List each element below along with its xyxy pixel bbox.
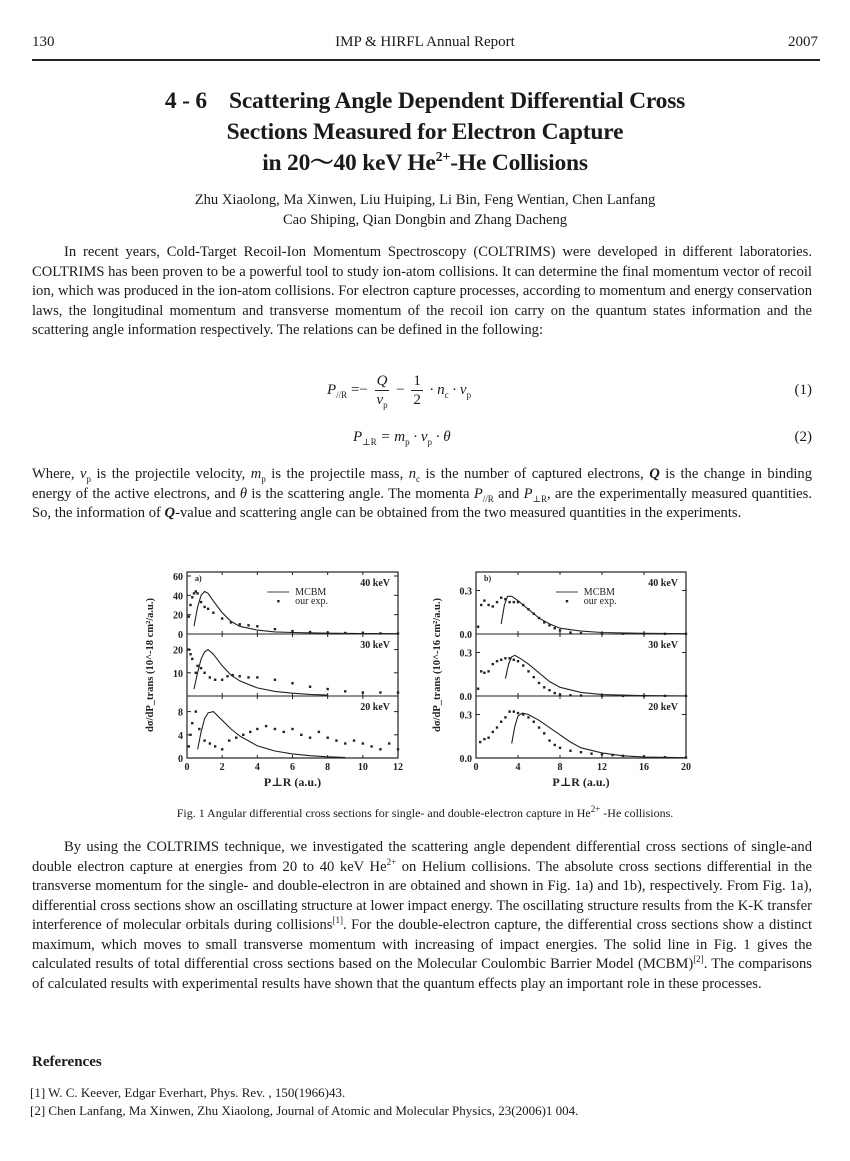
eq1-denominator: $v_p$: [376, 392, 388, 410]
exp-data-point: [353, 739, 355, 741]
exp-data-point: [235, 737, 237, 739]
exp-data-point: [522, 664, 524, 666]
y-tick-label: 0.3: [459, 586, 472, 598]
legend-point-swatch: [277, 600, 279, 602]
exp-data-point: [508, 657, 510, 659]
intro-paragraph: [32, 243, 812, 341]
eq2-lhs-sub: ⊥R: [362, 437, 377, 447]
x-tick-label: 12: [393, 762, 403, 773]
panel-energy-label: 30 keV: [648, 640, 678, 651]
eq1-half-den: 2: [413, 392, 421, 408]
title-superscript: 2+: [435, 150, 451, 166]
exp-data-point: [242, 734, 244, 736]
equation-2: [32, 429, 812, 451]
references-heading: References: [32, 1054, 102, 1070]
body-text: By using the COLTRIMS technique, we investigated the scattering angle dependent differential cross sections of single-and double electron capture at energies from 20 to 40 keV $He^{2+}$ on Helium collisions. The absolute cross sections differential in the transverse momentum for the single- and double-electron in are obtained and shown in Fig. 1a) and 1b), respectively. From Fig. 1a), differential cross sections show an oscillating structure at lower impact energy. The oscillating structure results from the K-K transfer interference of molecular orbitals during collisions[1]. For the double-electron capture, the differential cross sections show a distinct maximum, which moves to small transverse momentum with increasing of impact energies. The solid line in Fig. 1 gives the calculated results of total differential cross sections based on the Molecular Coulombic Barrier Model (MCBM)[2]. The comparisons of calculated results with experimental results have shown that the quantum effects play an important role in these processes.: [32, 839, 813, 992]
exp-data-point: [504, 716, 506, 718]
exp-data-point: [256, 625, 258, 627]
exp-data-point: [590, 752, 592, 754]
legend-label: our exp.: [295, 596, 328, 607]
x-tick-label: 4: [515, 762, 521, 773]
exp-data-point: [283, 731, 285, 733]
exp-data-point: [212, 612, 214, 614]
exp-data-point: [527, 608, 529, 610]
exp-data-point: [291, 682, 293, 684]
eq1-vp2: · v: [448, 381, 467, 398]
exp-data-point: [664, 756, 666, 758]
exp-data-point: [483, 599, 485, 601]
y-axis-label: dσ/dP_trans (10^-18 cm²/a.u.): [145, 598, 156, 732]
exp-data-point: [496, 660, 498, 662]
exp-data-point: [189, 653, 191, 655]
eq2-vp-sub: p: [427, 437, 433, 447]
legend-label: MCBM: [583, 587, 615, 598]
exp-data-point: [397, 748, 399, 750]
eq1-numerator: Q: [376, 373, 388, 389]
exp-data-point: [480, 670, 482, 672]
mcbm-curve: [194, 650, 328, 696]
intro-text: In recent years, Cold-Target Recoil-Ion Momentum Spectroscopy (COLTRIMS) were developed in different laboratories. COLTRIMS has been proven to be a powerful tool to study ion-atom collisions. It can determine the final momentum vector of recoil ion, which was produced in the ion-atom collisions. For electron capture processes, according to momentum and energy conservation laws, the longitudinal momentum and transverse momentum of the recoil ion carry on the quantum states information and the scattering angle information respectively. The relations can be defined in the following:: [32, 244, 812, 338]
exp-data-point: [397, 691, 399, 693]
exp-data-point: [611, 754, 613, 756]
exp-data-point: [500, 659, 502, 661]
exp-data-point: [543, 732, 545, 734]
exp-data-point: [291, 630, 293, 632]
exp-data-point: [195, 710, 197, 712]
y-tick-label: 0: [178, 754, 183, 765]
exp-data-point: [622, 755, 624, 757]
exp-data-point: [326, 737, 328, 739]
exp-data-point: [326, 631, 328, 633]
exp-data-point: [191, 722, 193, 724]
panel-energy-label: 20 keV: [648, 702, 678, 713]
x-tick-label: 12: [597, 762, 607, 773]
exp-data-point: [209, 676, 211, 678]
exp-data-point: [513, 601, 515, 603]
exp-data-point: [479, 741, 481, 743]
eq1-vp: v: [376, 392, 384, 408]
eq1-nc: · n: [429, 381, 445, 398]
title-line-3: in 20～40 keV He: [262, 150, 436, 176]
exp-data-point: [580, 751, 582, 753]
exp-data-point: [209, 742, 211, 744]
exp-data-point: [538, 682, 540, 684]
exp-data-point: [533, 721, 535, 723]
eq1-lhs-sub: //R: [336, 389, 348, 400]
exp-data-point: [569, 631, 571, 633]
exp-data-point: [388, 742, 390, 744]
authors-line-1: Zhu Xiaolong, Ma Xinwen, Liu Huiping, Li Bin, Feng Wentian, Chen Lanfang: [194, 192, 656, 208]
eq2-vp: · v: [409, 429, 428, 445]
exp-data-point: [207, 608, 209, 610]
eq1-lhs: P: [327, 381, 337, 398]
eq1-minus: −: [396, 381, 405, 398]
exp-data-point: [362, 691, 364, 693]
exp-data-point: [247, 624, 249, 626]
title-line-2: Sections Measured for Electron Capture: [226, 119, 624, 145]
exp-data-point: [256, 728, 258, 730]
exp-data-point: [200, 667, 202, 669]
chart-b: [432, 572, 691, 789]
reference-item: [1] W. C. Keever, Edgar Everhart, Phys. Rev. , 150(1966)43.: [30, 1085, 346, 1100]
exp-data-point: [203, 739, 205, 741]
panel-energy-label: 30 keV: [360, 640, 390, 651]
exp-data-point: [543, 686, 545, 688]
exp-data-point: [370, 745, 372, 747]
x-tick-label: 2: [219, 762, 225, 773]
exp-data-point: [517, 660, 519, 662]
exp-data-point: [195, 672, 197, 674]
exp-data-point: [191, 596, 193, 598]
exp-data-point: [379, 691, 381, 693]
exp-data-point: [214, 679, 216, 681]
exp-data-point: [538, 617, 540, 619]
citation-2[interactable]: [2]: [693, 954, 704, 965]
exp-data-point: [221, 748, 223, 750]
title-tail: -He Collisions: [450, 150, 588, 176]
y-tick-label: 60: [173, 572, 183, 583]
exp-data-point: [508, 601, 510, 603]
y-tick-label: 0.3: [459, 710, 472, 722]
exp-data-point: [492, 731, 494, 733]
exp-data-point: [517, 601, 519, 603]
eq2-lhs: P: [353, 429, 363, 445]
exp-data-point: [247, 676, 249, 678]
body-paragraph: [32, 838, 812, 994]
caption-tail: -He collisions.: [600, 806, 674, 820]
chart-title: a): [195, 574, 202, 583]
x-tick-label: 10: [357, 762, 368, 773]
exp-data-point: [543, 621, 545, 623]
exp-data-point: [188, 648, 190, 650]
title-line-1: Scattering Angle Dependent Differential Cross: [228, 88, 686, 114]
x-tick-label: 6: [290, 762, 295, 773]
exp-data-point: [492, 605, 494, 607]
eq1-fraction-half: [411, 372, 423, 409]
eq1-equals: =−: [350, 381, 368, 398]
reference-item: [2] Chen Lanfang, Ma Xinwen, Zhu Xiaolong, Journal of Atomic and Molecular Physics, 23(2006)1 004.: [30, 1103, 579, 1118]
exp-data-point: [300, 734, 302, 736]
exp-data-point: [191, 658, 193, 660]
article-title: [0, 86, 850, 179]
eq1-number: (1): [794, 382, 812, 398]
header-rule: [32, 59, 820, 61]
y-tick-label: 40: [173, 591, 183, 603]
page-number: 130: [32, 34, 55, 50]
citation-1[interactable]: [1]: [332, 915, 343, 926]
eq2-mp: = m: [380, 429, 406, 445]
exp-data-point: [232, 674, 234, 676]
mcbm-curve: [505, 655, 686, 696]
exp-data-point: [569, 750, 571, 752]
exp-data-point: [496, 601, 498, 603]
exp-data-point: [548, 689, 550, 691]
exp-data-point: [487, 670, 489, 672]
exp-data-point: [527, 670, 529, 672]
exp-data-point: [522, 713, 524, 715]
exp-data-point: [487, 604, 489, 606]
exp-data-point: [379, 748, 381, 750]
exp-data-point: [221, 679, 223, 681]
exp-data-point: [228, 739, 230, 741]
equation-1: [32, 372, 812, 412]
exp-data-point: [214, 745, 216, 747]
exp-data-point: [513, 659, 515, 661]
x-tick-label: 16: [639, 762, 649, 773]
exp-data-point: [200, 601, 202, 603]
where-text: Where, $v_p$ is the projectile velocity, $m_p$ is the projectile mass, $n_c$ is the number of captured electrons, Q is the change in binding energy of the active electrons, and θ is the scattering angle. The momenta $P_{//R}$ and $P_{\perp R}$, are the experimentally measured quantities. So, the information of Q-value and scattering angle can be obtained from the two measured quantities in the experiments.: [32, 466, 813, 521]
exp-data-point: [198, 728, 200, 730]
x-tick-label: 0: [184, 762, 190, 773]
chart-title: b): [484, 574, 492, 583]
running-header: [32, 34, 818, 56]
x-tick-label: 8: [325, 762, 331, 773]
exp-data-point: [274, 628, 276, 630]
exp-data-point: [601, 753, 603, 755]
exp-data-point: [554, 627, 556, 629]
year: 2007: [788, 34, 818, 50]
y-tick-label: 0.3: [459, 648, 472, 660]
exp-data-point: [326, 688, 328, 690]
legend-point-swatch: [566, 600, 568, 602]
exp-data-point: [554, 744, 556, 746]
y-tick-label: 8: [178, 707, 183, 719]
exp-data-point: [226, 675, 228, 677]
exp-data-point: [483, 672, 485, 674]
exp-data-point: [548, 739, 550, 741]
eq2-number: (2): [794, 429, 812, 445]
exp-data-point: [309, 631, 311, 633]
exp-data-point: [274, 679, 276, 681]
x-tick-label: 20: [681, 762, 691, 773]
legend-label: our exp.: [583, 596, 617, 607]
exp-data-point: [483, 738, 485, 740]
exp-data-point: [188, 745, 190, 747]
exp-data-point: [538, 726, 540, 728]
references-list: [30, 1084, 578, 1120]
exp-data-point: [335, 739, 337, 741]
exp-data-point: [548, 624, 550, 626]
legend-label: MCBM: [295, 587, 327, 598]
exp-data-point: [513, 710, 515, 712]
exp-data-point: [256, 676, 258, 678]
exp-data-point: [274, 728, 276, 730]
figure-caption: [0, 806, 850, 821]
exp-data-point: [344, 690, 346, 692]
eq1-half-num: 1: [413, 373, 421, 389]
panel-energy-label: 40 keV: [360, 578, 390, 589]
exp-data-point: [533, 676, 535, 678]
exp-data-point: [492, 663, 494, 665]
figure-1: [0, 562, 850, 802]
exp-data-point: [239, 675, 241, 677]
exp-data-point: [487, 737, 489, 739]
panel-energy-label: 40 keV: [648, 578, 678, 589]
exp-data-point: [196, 665, 198, 667]
authors-line-2: Cao Shiping, Qian Dongbin and Zhang Dacheng: [282, 212, 568, 228]
exp-data-point: [527, 716, 529, 718]
y-tick-label: 4: [178, 730, 183, 742]
exp-data-point: [559, 629, 561, 631]
panel-energy-label: 20 keV: [360, 702, 390, 713]
exp-data-point: [239, 623, 241, 625]
y-tick-label: 20: [173, 610, 183, 622]
exp-data-point: [508, 710, 510, 712]
exp-data-point: [500, 721, 502, 723]
exp-data-point: [189, 604, 191, 606]
exp-data-point: [559, 693, 561, 695]
exp-data-point: [504, 657, 506, 659]
exp-data-point: [496, 726, 498, 728]
exp-data-point: [309, 737, 311, 739]
y-tick-label: 0.0: [459, 692, 472, 703]
x-axis-label: P⊥R (a.u.): [552, 775, 610, 789]
exp-data-point: [477, 626, 479, 628]
caption-text: Fig. 1 Angular differential cross sections for single- and double-electron capture in He: [176, 806, 591, 820]
journal-name: IMP & HIRFL Annual Report: [335, 34, 515, 50]
exp-data-point: [362, 742, 364, 744]
article-number: 4 - 6: [164, 88, 207, 114]
exp-data-point: [522, 604, 524, 606]
exp-data-point: [291, 728, 293, 730]
y-tick-label: 20: [173, 645, 183, 657]
exp-data-point: [318, 731, 320, 733]
exp-data-point: [203, 672, 205, 674]
exp-data-point: [685, 756, 687, 758]
exp-data-point: [344, 742, 346, 744]
exp-data-point: [196, 592, 198, 594]
exp-data-point: [203, 606, 205, 608]
exp-data-point: [504, 598, 506, 600]
exp-data-point: [517, 712, 519, 714]
exp-data-point: [265, 725, 267, 727]
exp-data-point: [559, 747, 561, 749]
exp-data-point: [230, 621, 232, 623]
authors: [0, 190, 850, 230]
y-tick-label: 0: [178, 630, 183, 641]
eq2-mp-sub: p: [405, 437, 410, 447]
y-tick-label: 0.0: [459, 630, 472, 641]
y-tick-label: 0.0: [459, 754, 472, 765]
exp-data-point: [249, 731, 251, 733]
exp-data-point: [477, 688, 479, 690]
exp-data-point: [480, 604, 482, 606]
eq1-vp2-sub: p: [466, 389, 472, 400]
y-tick-label: 10: [173, 668, 183, 680]
eq1-fraction-q: [375, 372, 390, 409]
y-axis-label: dσ/dP_trans (10^-16 cm²/a.u.): [432, 598, 443, 732]
exp-data-point: [189, 734, 191, 736]
exp-data-point: [554, 692, 556, 694]
exp-data-point: [643, 755, 645, 757]
mcbm-curve: [198, 712, 346, 758]
exp-data-point: [188, 615, 190, 617]
eq1-nc-sub: c: [444, 389, 449, 400]
chart-a: [145, 572, 403, 789]
plot-frame: [476, 572, 686, 758]
caption-sup: 2+: [590, 804, 601, 814]
x-axis-label: P⊥R (a.u.): [263, 775, 322, 789]
x-tick-label: 0: [473, 762, 479, 773]
mcbm-curve: [512, 713, 686, 758]
x-tick-label: 4: [254, 762, 260, 773]
x-tick-label: 8: [557, 762, 563, 773]
exp-data-point: [309, 686, 311, 688]
where-paragraph: [32, 465, 812, 524]
exp-data-point: [533, 613, 535, 615]
eq2-theta: · θ: [432, 429, 451, 445]
exp-data-point: [221, 617, 223, 619]
exp-data-point: [500, 597, 502, 599]
